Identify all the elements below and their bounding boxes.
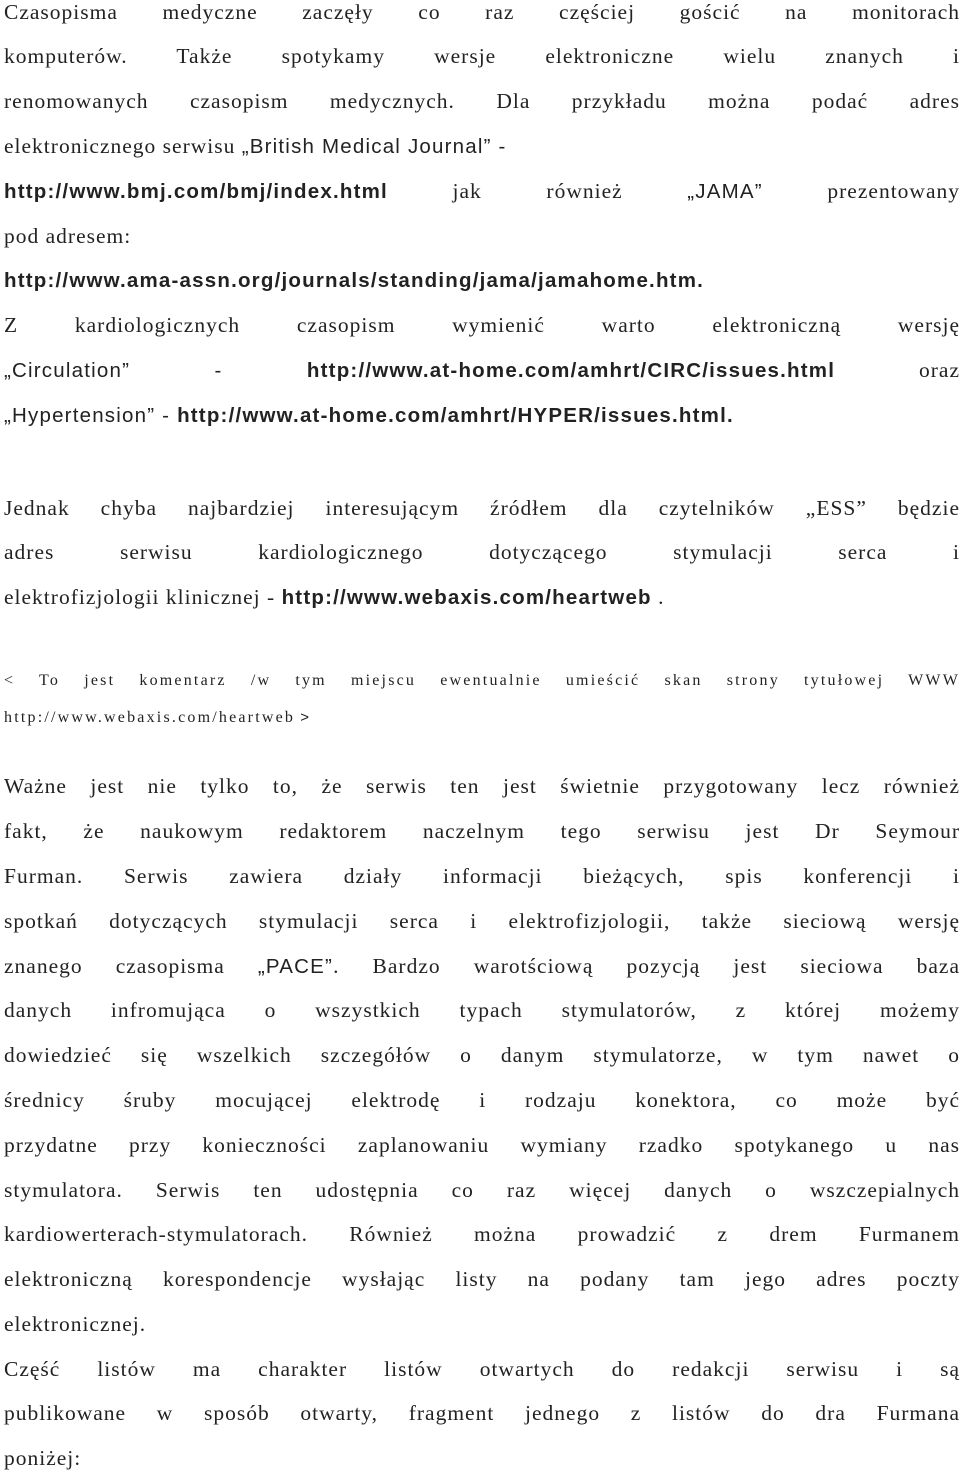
text: komputerów. Także spotykamy wersje elektroniczne wielu znanych i: [4, 44, 960, 68]
comment-link[interactable]: http://www.webaxis.com/heartweb: [4, 709, 296, 726]
link-circulation[interactable]: http://www.at-home.com/amhrt/CIRC/issues.html: [306, 359, 836, 382]
text: elektrofizjologii klinicznej -: [4, 585, 282, 609]
paragraph-3-line-11: [4, 1219, 960, 1249]
text: Czasopisma medyczne zaczęły co raz częściej gościć na monitorach: [4, 0, 960, 24]
text: Z kardiologicznych czasopism wymienić warto elektroniczną wersję: [4, 313, 960, 337]
journal-title-bmj: „British Medical Journal” -: [241, 135, 507, 158]
journal-title-hypertension: „Hypertension” -: [4, 404, 178, 427]
text: średnicy śruby mocującej elektrodę i rodzaju konektora, co może być: [4, 1088, 960, 1112]
link-bmj[interactable]: http://www.bmj.com/bmj/index.html: [4, 180, 388, 203]
paragraph-4-line-1: [4, 1354, 960, 1384]
paragraph-1-line-4: [4, 131, 960, 161]
text: prezentowany: [762, 179, 960, 203]
paragraph-3-line-12: [4, 1264, 960, 1294]
paragraph-1-line-3: [4, 86, 960, 116]
text: publikowane w sposób otwarty, fragment jednego z listów do dra Furmana: [4, 1401, 960, 1425]
text: Ważne jest nie tylko to, że serwis ten jest świetnie przygotowany lecz również: [4, 774, 960, 798]
text: oraz: [835, 358, 960, 382]
comment-text: < To jest komentarz /w tym miejscu ewentualnie umieścić skan strony tytułowej WWW: [4, 672, 960, 689]
text: .: [651, 585, 665, 609]
text: renomowanych czasopism medycznych. Dla przykładu można podać adres: [4, 89, 960, 113]
comment-line-1: [4, 666, 960, 696]
paragraph-3-line-5: [4, 951, 960, 981]
paragraph-2-line-1: [4, 493, 960, 523]
text: adres serwisu kardiologicznego dotyczącego stymulacji serca i: [4, 540, 960, 564]
text: danych infromująca o wszystkich typach stymulatorów, z której możemy: [4, 998, 960, 1022]
paragraph-3-line-1: [4, 771, 960, 801]
paragraph-3-line-13: [4, 1309, 960, 1339]
link-heartweb[interactable]: http://www.webaxis.com/heartweb: [281, 586, 652, 609]
paragraph-1-line-8: [4, 310, 960, 340]
paragraph-3-line-2: [4, 816, 960, 846]
journal-title-circulation: „Circulation” -: [4, 359, 307, 382]
comment-text: >: [295, 709, 311, 726]
text: przydatne przy konieczności zaplanowaniu wymiany rzadko spotykanego u nas: [4, 1133, 960, 1157]
text: pod adresem:: [4, 224, 132, 248]
link-hypertension[interactable]: http://www.at-home.com/amhrt/HYPER/issues.html.: [177, 404, 734, 427]
paragraph-2-line-3: [4, 582, 960, 612]
paragraph-4-line-3: [4, 1443, 960, 1473]
paragraph-3-line-10: [4, 1175, 960, 1205]
paragraph-1-line-2: [4, 41, 960, 71]
text: . Bardzo warotściową pozycją jest sieciowa baza: [333, 954, 960, 978]
text: elektronicznej.: [4, 1312, 147, 1336]
paragraph-3-line-7: [4, 1040, 960, 1070]
text: Jednak chyba najbardziej interesującym źródłem dla czytelników „ESS” będzie: [4, 496, 960, 520]
text: stymulatora. Serwis ten udostępnia co raz więcej danych o wszczepialnych: [4, 1178, 960, 1202]
text: dowiedzieć się wszelkich szczegółów o danym stymulatorze, w tym nawet o: [4, 1043, 960, 1067]
text: elektroniczną korespondencje wysłając listy na podany tam jego adres poczty: [4, 1267, 960, 1291]
comment-line-2: [4, 703, 960, 733]
text: kardiowerterach-stymulatorach. Również można prowadzić z drem Furmanem: [4, 1222, 960, 1246]
link-jama[interactable]: http://www.ama-assn.org/journals/standing/jama/jamahome.htm.: [4, 269, 705, 292]
paragraph-1-line-5: [4, 176, 960, 206]
text: jak również: [387, 179, 688, 203]
paragraph-3-line-9: [4, 1130, 960, 1160]
text: elektronicznego serwisu: [4, 134, 242, 158]
paragraph-4-line-2: [4, 1398, 960, 1428]
paragraph-1-line-10: [4, 400, 960, 430]
paragraph-1-line-9: [4, 355, 960, 385]
text: poniżej:: [4, 1446, 82, 1470]
paragraph-3-line-8: [4, 1085, 960, 1115]
text: spotkań dotyczących stymulacji serca i elektrofizjologii, także sieciową wersję: [4, 909, 960, 933]
paragraph-3-line-6: [4, 995, 960, 1025]
paragraph-1-line-6: [4, 221, 960, 251]
text: Część listów ma charakter listów otwartych do redakcji serwisu i są: [4, 1357, 960, 1381]
text: znanego czasopisma: [4, 954, 258, 978]
journal-title-jama: „JAMA”: [687, 180, 763, 203]
journal-title-pace: „PACE”: [257, 955, 334, 978]
text: Furman. Serwis zawiera działy informacji bieżących, spis konferencji i: [4, 864, 960, 888]
text: fakt, że naukowym redaktorem naczelnym tego serwisu jest Dr Seymour: [4, 819, 960, 843]
paragraph-1-line-1: [4, 0, 960, 27]
paragraph-2-line-2: [4, 537, 960, 567]
paragraph-3-line-4: [4, 906, 960, 936]
paragraph-3-line-3: [4, 861, 960, 891]
paragraph-1-line-7: [4, 265, 960, 295]
